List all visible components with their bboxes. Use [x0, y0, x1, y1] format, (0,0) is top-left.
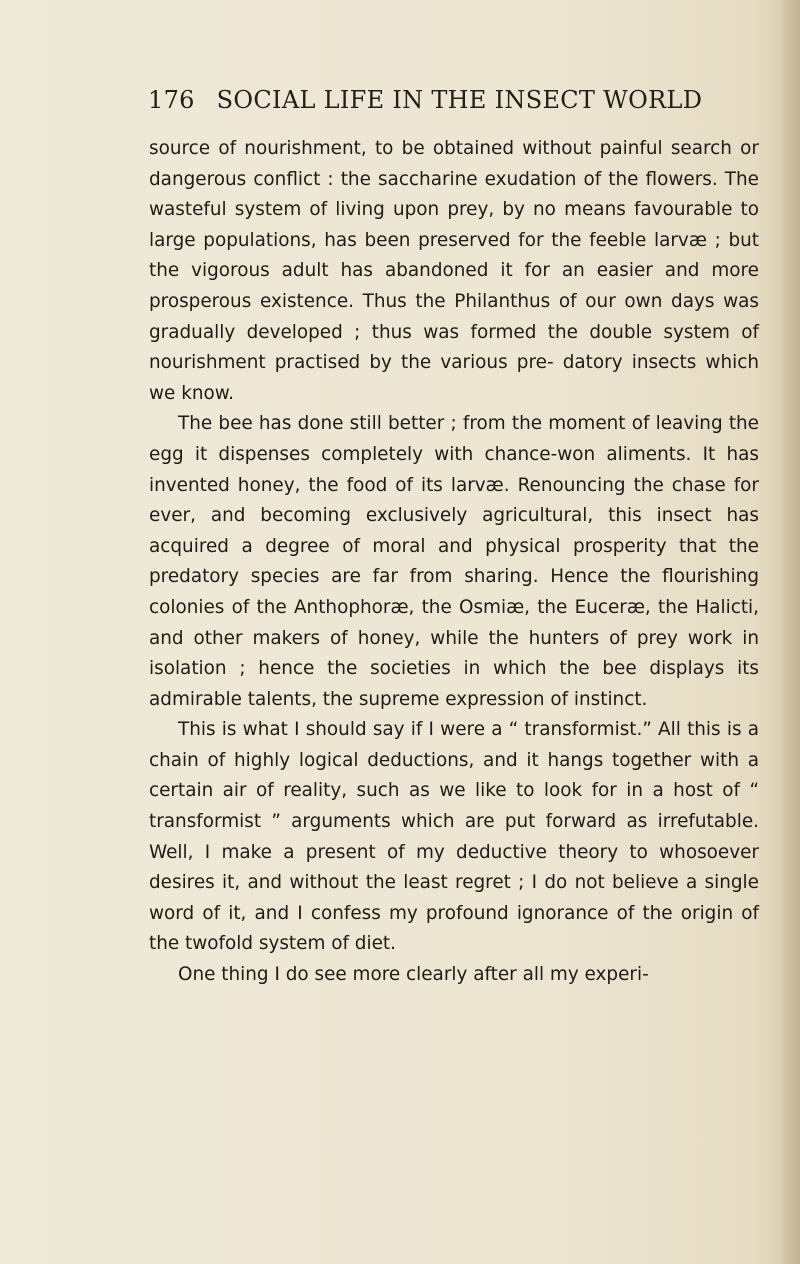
body-text: [149, 134, 759, 1194]
page-header: [148, 86, 768, 126]
page-number: 176: [148, 86, 195, 114]
paragraph-2: The bee has done still better ; from the moment of leaving the egg it dispenses completely with chance-won aliments. It has invented honey, the food of its larvæ. Renouncing the chase for ever, and becoming exclusively agricultural, this insect has acquired a degree of moral and physical prosperity that the predatory species are far from sharing. Hence the flourishing colonies of the Anthophoræ, the Osmiæ, the Euceræ, the Halicti, and other makers of honey, while the hunters of prey work in isolation ; hence the societies in which the bee displays its admirable talents, the supreme expression of instinct.: [149, 413, 759, 710]
page-edge-shadow: [778, 0, 800, 1264]
running-title: SOCIAL LIFE IN THE INSECT WORLD: [216, 86, 703, 114]
paragraph-4: One thing I do see more clearly after all my experi-: [178, 964, 649, 986]
paragraph-1: source of nourishment, to be obtained without painful search or dangerous conflict : the saccharine exudation of the flowers. The wasteful system of living upon prey, by no means favourable to large populations, has been preserved for the feeble larvæ ; but the vigorous adult has abandoned it for an easier and more prosperous existence. Thus the Philanthus of our own days was gradually developed ; thus was formed the double system of nourishment practised by the various pre- datory insects which we know.: [149, 138, 759, 404]
paragraph-3: This is what I should say if I were a “ transformist.” All this is a chain of highly logical deductions, and it hangs together with a certain air of reality, such as we like to look for in a host of “ transformist ” arguments which are put forward as irrefutable. Well, I make a present of my deductive theory to whosoever desires it, and without the least regret ; I do not believe a single word of it, and I confess my profound ignorance of the origin of the twofold system of diet.: [149, 719, 759, 955]
